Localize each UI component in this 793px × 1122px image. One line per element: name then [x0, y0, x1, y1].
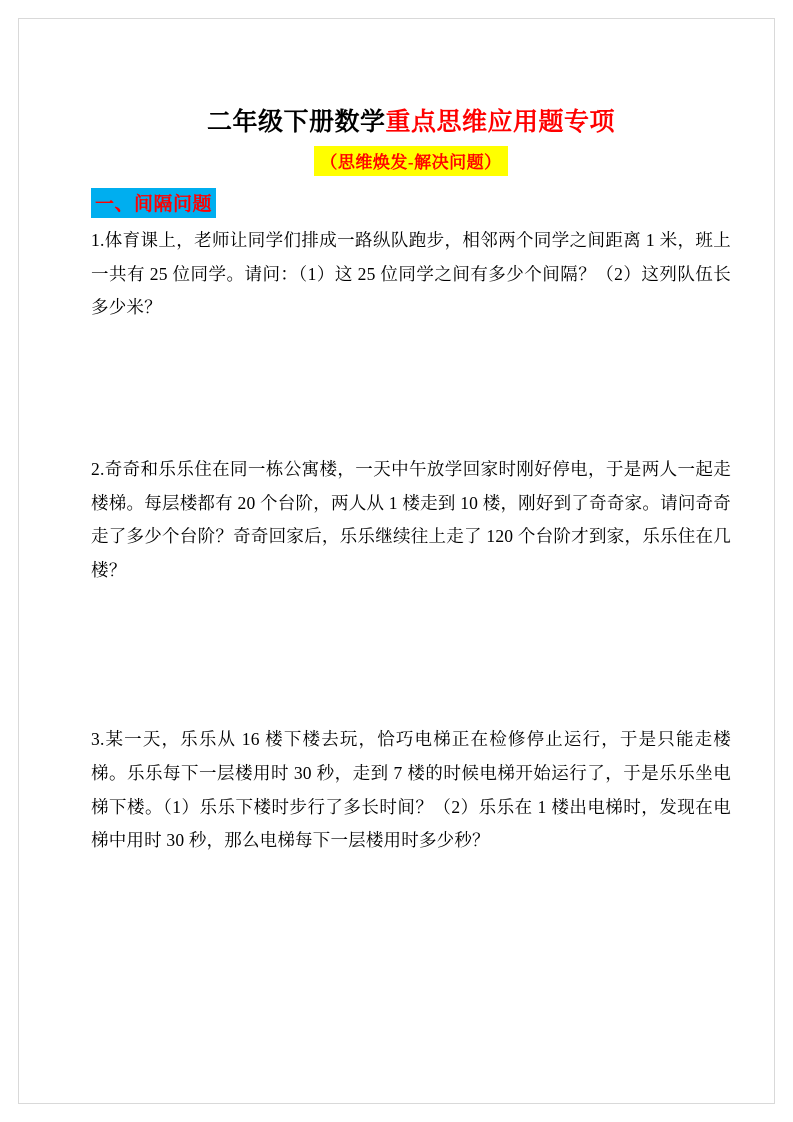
page-title — [91, 107, 731, 138]
problem-item-3: 3.某一天，乐乐从 16 楼下楼去玩，恰巧电梯正在检修停止运行，于是只能走楼梯。乐乐每下一层楼用时 30 秒，走到 7 楼的时候电梯开始运行了，于是乐乐坐电梯下楼。（1）乐乐下楼时步行了多长时间？（2）乐乐在 1 楼出电梯时，发现在电梯中用时 30 秒，那么电梯每下一层楼用时多少秒？ — [91, 729, 731, 851]
page-sheet — [18, 18, 775, 1104]
page-title-red: 重点思维应用题专项 — [385, 109, 616, 136]
section-heading-row — [91, 188, 731, 218]
document-content — [91, 107, 731, 858]
section-heading: 一、间隔问题 — [91, 188, 216, 218]
subtitle-row — [91, 146, 731, 176]
page-title-black: 二年级下册数学 — [206, 109, 386, 136]
page-subtitle: （思维焕发-解决问题） — [314, 146, 507, 176]
problem-item-1: 1.体育课上，老师让同学们排成一路纵队跑步，相邻两个同学之间距离 1 米，班上一共有 25 位同学。请问：（1）这 25 位同学之间有多少个间隔？（2）这列队伍长多少米？ — [91, 230, 731, 318]
problem-item-2: 2.奇奇和乐乐住在同一栋公寓楼，一天中午放学回家时刚好停电，于是两人一起走楼梯。每层楼都有 20 个台阶，两人从 1 楼走到 10 楼，刚好到了奇奇家。请问奇奇走了多少个台阶？奇奇回家后，乐乐继续往上走了 120 个台阶才到家，乐乐住在几楼？ — [91, 459, 731, 580]
